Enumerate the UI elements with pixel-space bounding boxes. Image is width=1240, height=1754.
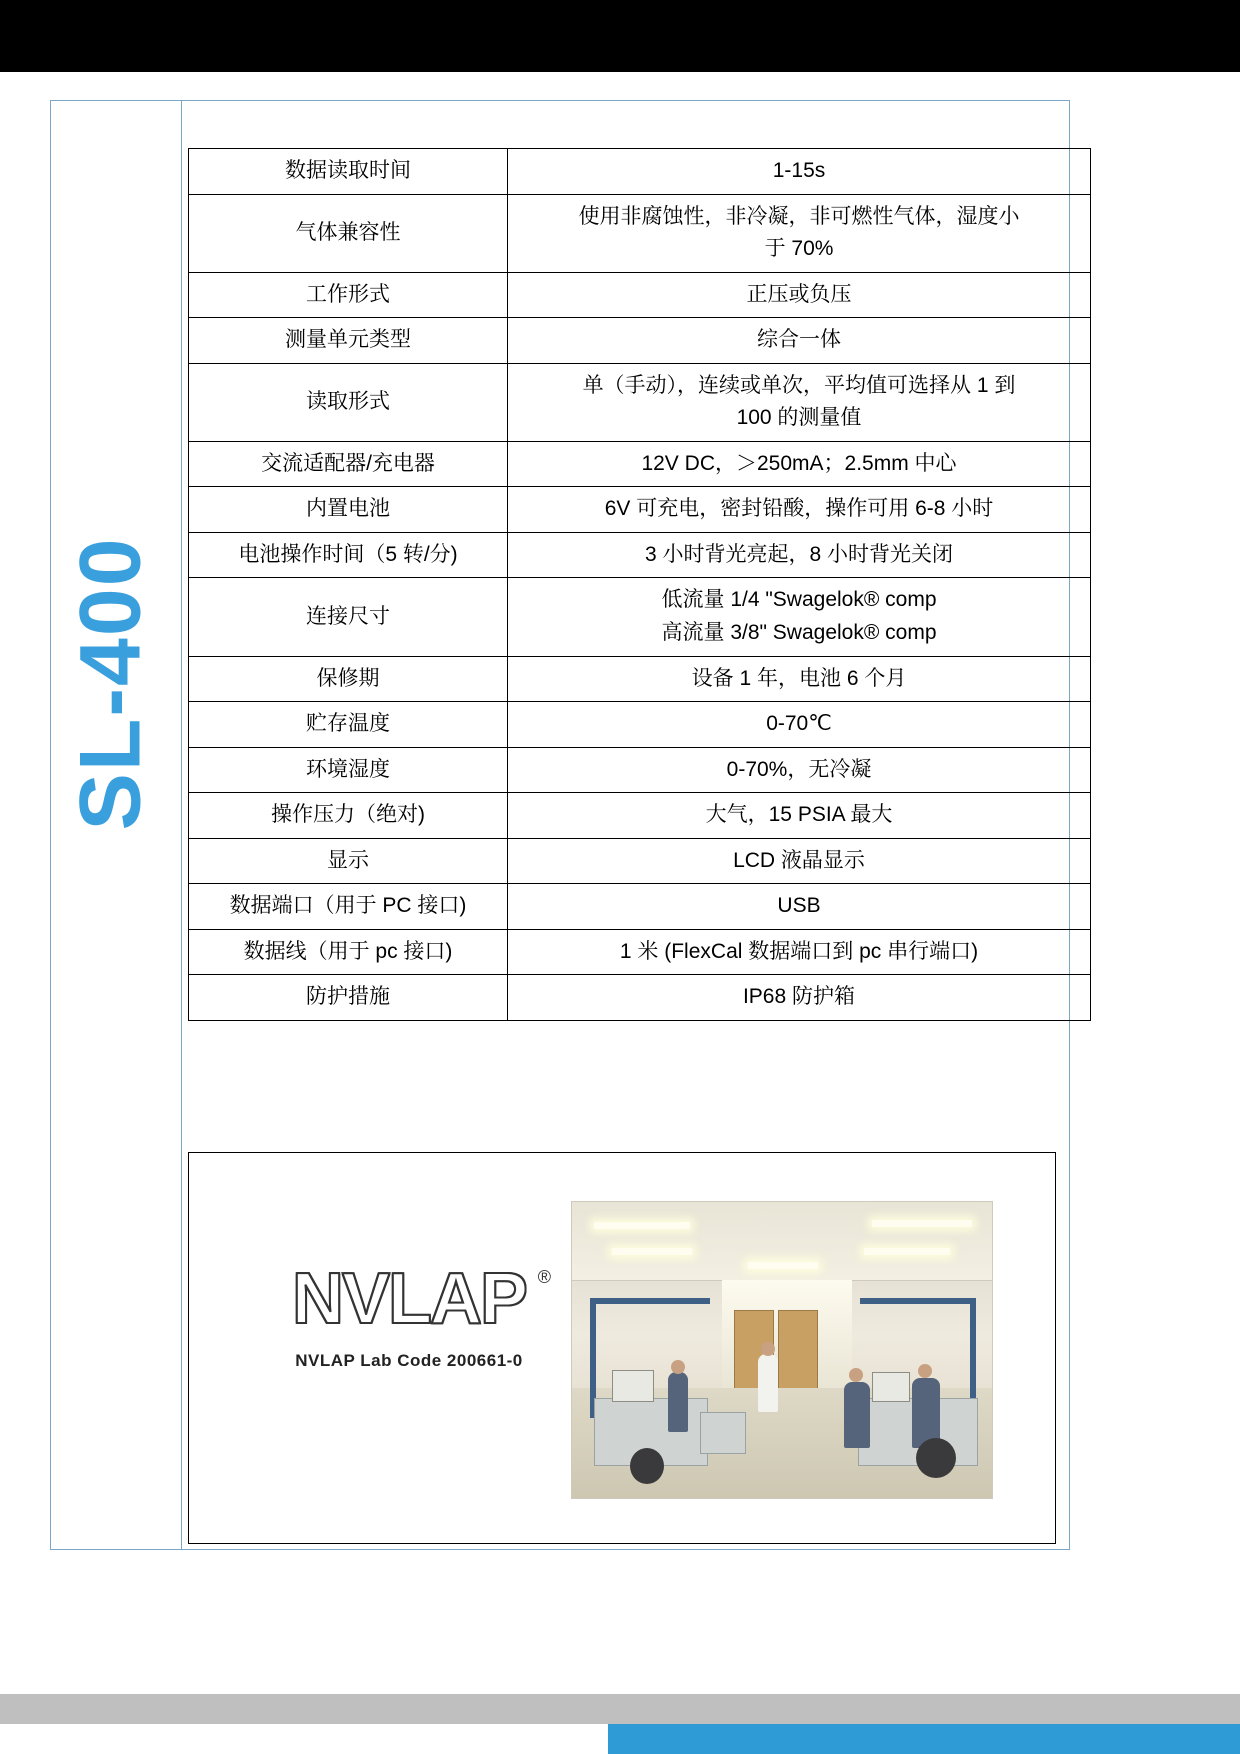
table-row [189, 747, 1091, 793]
photo-person-head [849, 1368, 863, 1382]
spec-value [508, 747, 1091, 793]
table-row [189, 656, 1091, 702]
page-title: SL-400 [62, 536, 159, 831]
table-row [189, 149, 1091, 195]
spec-value [508, 656, 1091, 702]
photo-person-head [671, 1360, 685, 1374]
spec-label: 数据端口（用于 PC 接口) [189, 884, 508, 930]
spec-label: 电池操作时间（5 转/分) [189, 532, 508, 578]
spec-value [508, 975, 1091, 1021]
footer-white-band [0, 1724, 608, 1754]
nvlap-lab-code: NVLAP Lab Code 200661-0 [295, 1351, 523, 1370]
photo-person-head [761, 1342, 775, 1356]
spec-value-line: 100 的测量值 [736, 406, 862, 430]
spec-value-line: 3 小时背光亮起，8 小时背光关闭 [644, 542, 954, 566]
product-title-panel [50, 100, 182, 1550]
spec-value-line: 综合一体 [757, 328, 841, 352]
spec-value [508, 487, 1091, 533]
spec-value-line: USB [777, 894, 821, 918]
spec-value-line: 低流量 1/4 "Swagelok® comp [661, 588, 937, 612]
table-row [189, 884, 1091, 930]
table-row [189, 532, 1091, 578]
specifications-table-body [189, 149, 1091, 1021]
photo-bench-frame [860, 1298, 976, 1304]
spec-value-line: 单（手动），连续或单次，平均值可选择从 1 到 [582, 373, 1016, 397]
spec-label: 数据读取时间 [189, 149, 508, 195]
spec-value [508, 441, 1091, 487]
spec-label: 保修期 [189, 656, 508, 702]
table-row [189, 793, 1091, 839]
spec-value [508, 194, 1091, 272]
calibration-lab-photo [571, 1201, 993, 1499]
photo-ceiling-light [612, 1248, 692, 1255]
photo-person [844, 1382, 870, 1448]
spec-label: 防护措施 [189, 975, 508, 1021]
footer-gray-band [0, 1694, 1240, 1724]
table-row [189, 975, 1091, 1021]
spec-value-line: 12V DC，＞250mA；2.5mm 中心 [641, 451, 957, 475]
spec-label: 读取形式 [189, 363, 508, 441]
media-panel [188, 1152, 1056, 1544]
photo-person [668, 1372, 688, 1432]
spec-value [508, 149, 1091, 195]
spec-value-line: 0-70%，无冷凝 [726, 757, 872, 781]
spec-label: 环境湿度 [189, 747, 508, 793]
spec-label: 操作压力（绝对) [189, 793, 508, 839]
photo-monitor [872, 1372, 910, 1402]
nvlap-logo [259, 1259, 559, 1371]
specifications-table [188, 148, 1091, 1021]
nvlap-wordmark: NVLAP [291, 1259, 527, 1339]
table-row [189, 838, 1091, 884]
table-row [189, 441, 1091, 487]
spec-value [508, 929, 1091, 975]
spec-value-line: 设备 1 年，电池 6 个月 [691, 666, 907, 690]
spec-label: 工作形式 [189, 272, 508, 318]
photo-workbench [700, 1412, 746, 1454]
spec-value-line: LCD 液晶显示 [733, 848, 865, 872]
spec-value-line: IP68 防护箱 [742, 985, 856, 1009]
spec-value-line: 6V 可充电，密封铅酸，操作可用 6-8 小时 [604, 497, 994, 521]
table-row [189, 929, 1091, 975]
spec-value-line: 1-15s [772, 159, 826, 182]
spec-label: 交流适配器/充电器 [189, 441, 508, 487]
spec-label: 连接尺寸 [189, 578, 508, 656]
spec-label: 贮存温度 [189, 702, 508, 748]
photo-ceiling [572, 1202, 992, 1281]
photo-ceiling-light [872, 1220, 972, 1227]
spec-value [508, 838, 1091, 884]
spec-label: 气体兼容性 [189, 194, 508, 272]
table-row [189, 702, 1091, 748]
table-row [189, 487, 1091, 533]
table-row [189, 363, 1091, 441]
spec-value [508, 884, 1091, 930]
spec-value-line: 正压或负压 [746, 282, 852, 306]
spec-label: 测量单元类型 [189, 318, 508, 364]
spec-label: 显示 [189, 838, 508, 884]
spec-value-line: 大气，15 PSIA 最大 [705, 803, 893, 827]
photo-person [758, 1354, 778, 1412]
spec-value [508, 578, 1091, 656]
photo-chair [630, 1448, 664, 1484]
photo-ceiling-light [864, 1248, 950, 1255]
spec-value [508, 363, 1091, 441]
spec-value [508, 702, 1091, 748]
spec-label: 数据线（用于 pc 接口) [189, 929, 508, 975]
photo-person-head [918, 1364, 932, 1378]
photo-monitor [612, 1370, 654, 1402]
spec-value-line: 于 70% [764, 237, 834, 261]
registered-trademark-icon: ® [537, 1267, 551, 1287]
spec-value-line: 0-70℃ [766, 712, 832, 736]
spec-value-line: 高流量 3/8" Swagelok® comp [661, 621, 937, 645]
table-row [189, 194, 1091, 272]
footer-blue-band [608, 1724, 1240, 1754]
spec-value [508, 318, 1091, 364]
spec-value [508, 532, 1091, 578]
table-row [189, 272, 1091, 318]
table-row [189, 318, 1091, 364]
photo-ceiling-light [748, 1262, 818, 1269]
top-black-band [0, 0, 1240, 72]
photo-chair [916, 1438, 956, 1478]
spec-label: 内置电池 [189, 487, 508, 533]
spec-value [508, 272, 1091, 318]
photo-bench-frame [590, 1298, 710, 1304]
spec-value [508, 793, 1091, 839]
photo-ceiling-light [594, 1222, 690, 1229]
table-row [189, 578, 1091, 656]
spec-value-line: 1 米 (FlexCal 数据端口到 pc 串行端口) [619, 939, 979, 963]
spec-value-line: 使用非腐蚀性，非冷凝，非可燃性气体，湿度小 [578, 204, 1020, 228]
